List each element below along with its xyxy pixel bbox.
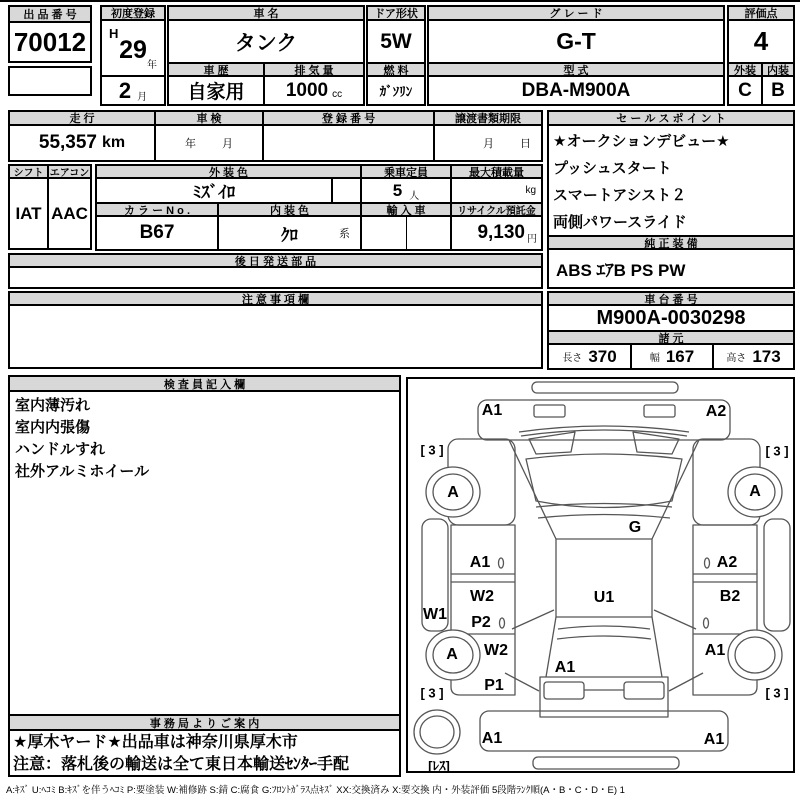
interior-color-suffix: 系	[339, 228, 350, 240]
dimension-height-cell: 高さ 173	[712, 343, 795, 370]
text-line: 両側パワースライド	[553, 214, 687, 231]
damage-code-label: W2	[484, 642, 508, 659]
factory-equipment-value: ABS ｴｱB PS PW	[547, 248, 795, 289]
score-value: 4	[727, 19, 795, 64]
exterior-color-value: ﾐｽﾞｲﾛ	[95, 177, 333, 204]
import-value	[360, 215, 452, 251]
registration-number-value	[262, 124, 435, 162]
later-shipped-parts-header: 後 日 発 送 部 品	[8, 253, 543, 268]
grade-header: グ レ ー ド	[427, 5, 725, 21]
car-damage-diagram	[406, 377, 795, 773]
model-code-value: DBA-M900A	[427, 75, 725, 106]
damage-code-label: A	[446, 646, 458, 663]
interior-grade-header: 内装	[761, 62, 795, 77]
text-line: スマートアシスト２	[553, 187, 687, 204]
damage-code-label: A	[447, 484, 459, 501]
dimension-width-cell: 幅 167	[630, 343, 714, 370]
later-shipped-parts-box	[8, 266, 543, 289]
office-notice-header: 事 務 局 よ り ご 案 内	[8, 714, 401, 731]
damage-code-label: U1	[593, 589, 615, 606]
damage-code-label: G	[628, 519, 642, 536]
displacement-header: 排 気 量	[263, 62, 365, 77]
model-code-header: 型 式	[427, 62, 725, 77]
damage-code-label: A1	[481, 402, 503, 419]
displacement-unit: cc	[332, 89, 343, 100]
color-number-header: カ ラ ー N o .	[95, 202, 219, 217]
door-shape-value: 5W	[366, 19, 426, 64]
car-name-header: 車 名	[167, 5, 365, 21]
interior-color-header: 内 装 色	[217, 202, 362, 217]
damage-code-layer	[408, 379, 793, 774]
mileage-header: 走 行	[8, 110, 156, 126]
first-registration-header: 初度登録	[100, 5, 166, 21]
shift-header: シフト	[8, 164, 49, 179]
inspection-value: 年 月	[154, 124, 264, 162]
damage-code-label: P2	[471, 614, 491, 631]
mileage-value: 55,357 km	[8, 124, 156, 162]
text-line: プッシュスタート	[553, 160, 672, 177]
era-letter: H	[109, 26, 119, 41]
max-load-header: 最大積載量	[450, 164, 543, 179]
first-registration-year-cell	[100, 19, 166, 77]
capacity-unit: 人	[409, 190, 420, 202]
import-cell-divider	[406, 217, 407, 249]
interior-grade-value: B	[761, 75, 795, 106]
color-number-value: B67	[95, 215, 219, 251]
transfer-deadline-header: 譲渡書類期限	[433, 110, 543, 126]
max-load-value: kg	[450, 177, 543, 204]
sales-points-header: セ ー ル ス ポ イ ン ト	[547, 110, 795, 126]
damage-code-label: A1	[469, 554, 491, 571]
registration-number-header: 登 録 番 号	[262, 110, 435, 126]
damage-code-label: [ 3 ]	[420, 685, 444, 701]
exterior-color-empty-cell	[331, 177, 362, 204]
damage-code-label: A1	[704, 642, 726, 659]
recycle-deposit-header: リサイクル預託金	[450, 202, 543, 217]
door-shape-header: ドア形状	[366, 5, 426, 21]
damage-code-label: A	[749, 483, 761, 500]
month-unit: 月	[137, 92, 148, 103]
text-line: 社外アルミホイール	[15, 463, 150, 480]
text-line: 室内薄汚れ	[15, 397, 91, 414]
year-unit: 年	[147, 60, 157, 71]
damage-code-label: [ 3 ]	[765, 443, 789, 459]
damage-code-label: A1	[481, 730, 503, 747]
chassis-number-value: M900A-0030298	[547, 304, 795, 332]
fuel-value: ｶﾞｿﾘﾝ	[366, 75, 426, 106]
damage-code-label: W2	[470, 588, 494, 605]
exterior-grade-header: 外装	[727, 62, 763, 77]
inspector-notes-header: 検 査 員 記 入 欄	[8, 375, 401, 392]
capacity-header: 乗車定員	[360, 164, 452, 179]
text-line: ★オークションデビュー★	[553, 133, 730, 150]
registration-year: 29	[119, 35, 147, 64]
damage-code-label: A1	[703, 731, 725, 748]
first-registration-month-cell	[100, 75, 166, 106]
auction-number-header: 出 品 番 号	[8, 5, 92, 23]
registration-month: 2	[118, 77, 132, 103]
sheet-top-border	[0, 0, 800, 2]
text-line: 注意：落札後の輸送は全て東日本輸送ｾﾝﾀｰ手配	[13, 756, 350, 773]
mileage-unit: km	[102, 134, 126, 151]
auction-number-value: 70012	[8, 21, 92, 63]
caution-notes-box	[8, 304, 543, 369]
dimension-length-cell: 長さ 370	[547, 343, 632, 370]
interior-color-value: ｸﾛ 系	[217, 215, 362, 251]
exterior-color-header: 外 装 色	[95, 164, 362, 179]
damage-code-label: [ 3 ]	[765, 685, 789, 701]
recycle-deposit-value: 9,130 円	[450, 215, 543, 251]
aircon-header: エアコン	[47, 164, 92, 179]
damage-code-label: [ﾚｽ]	[428, 758, 450, 774]
legend-line: A:ｷｽﾞ U:ﾍｺﾐ B:ｷｽﾞを伴うﾍｺﾐ P:要塗装 W:補修跡 S:錆 C:腐食 G:ﾌﾛﾝﾄｶﾞﾗｽ点ｷｽﾞ XX:交換済み X:要交換 内・外装評価 5段階ﾗﾝｸ順(A・B・C・D・E) 1	[6, 785, 625, 796]
damage-code-label: A2	[705, 403, 727, 420]
factory-equipment-header: 純 正 装 備	[547, 235, 795, 250]
aircon-value: AAC	[47, 177, 92, 250]
chassis-number-header: 車 台 番 号	[547, 291, 795, 306]
damage-code-label: A2	[716, 554, 738, 571]
exterior-grade-value: C	[727, 75, 763, 106]
damage-code-label: P1	[484, 677, 504, 694]
text-line: 室内内張傷	[15, 419, 91, 436]
car-history-header: 車 歴	[167, 62, 265, 77]
inspector-notes-box	[8, 390, 401, 716]
car-name-value: タンク	[167, 19, 365, 64]
text-line: ハンドルすれ	[15, 441, 106, 458]
damage-code-label: A1	[554, 659, 576, 676]
damage-code-label: B2	[719, 588, 741, 605]
grade-value: G-T	[427, 19, 725, 64]
dimensions-header: 諸 元	[547, 330, 795, 345]
text-line: ★厚木ヤード★出品車は神奈川県厚木市	[13, 734, 298, 751]
displacement-value: 1000 cc	[263, 75, 365, 106]
office-notice-box	[8, 729, 401, 777]
damage-code-label: [ 3 ]	[420, 442, 444, 458]
score-header: 評価点	[727, 5, 795, 21]
caution-notes-header: 注 意 事 項 欄	[8, 291, 543, 306]
recycle-unit: 円	[527, 233, 537, 245]
damage-code-label: W1	[423, 606, 447, 623]
import-header: 輸 入 車	[360, 202, 452, 217]
capacity-value: 5 人	[360, 177, 452, 204]
auction-number-empty-box	[8, 66, 92, 96]
car-history-value: 自家用	[167, 75, 265, 106]
fuel-header: 燃 料	[366, 62, 426, 77]
inspection-header: 車 検	[154, 110, 264, 126]
transfer-deadline-value: 月 日	[433, 124, 543, 162]
sales-points-box	[547, 124, 795, 237]
shift-value: IAT	[8, 177, 49, 250]
